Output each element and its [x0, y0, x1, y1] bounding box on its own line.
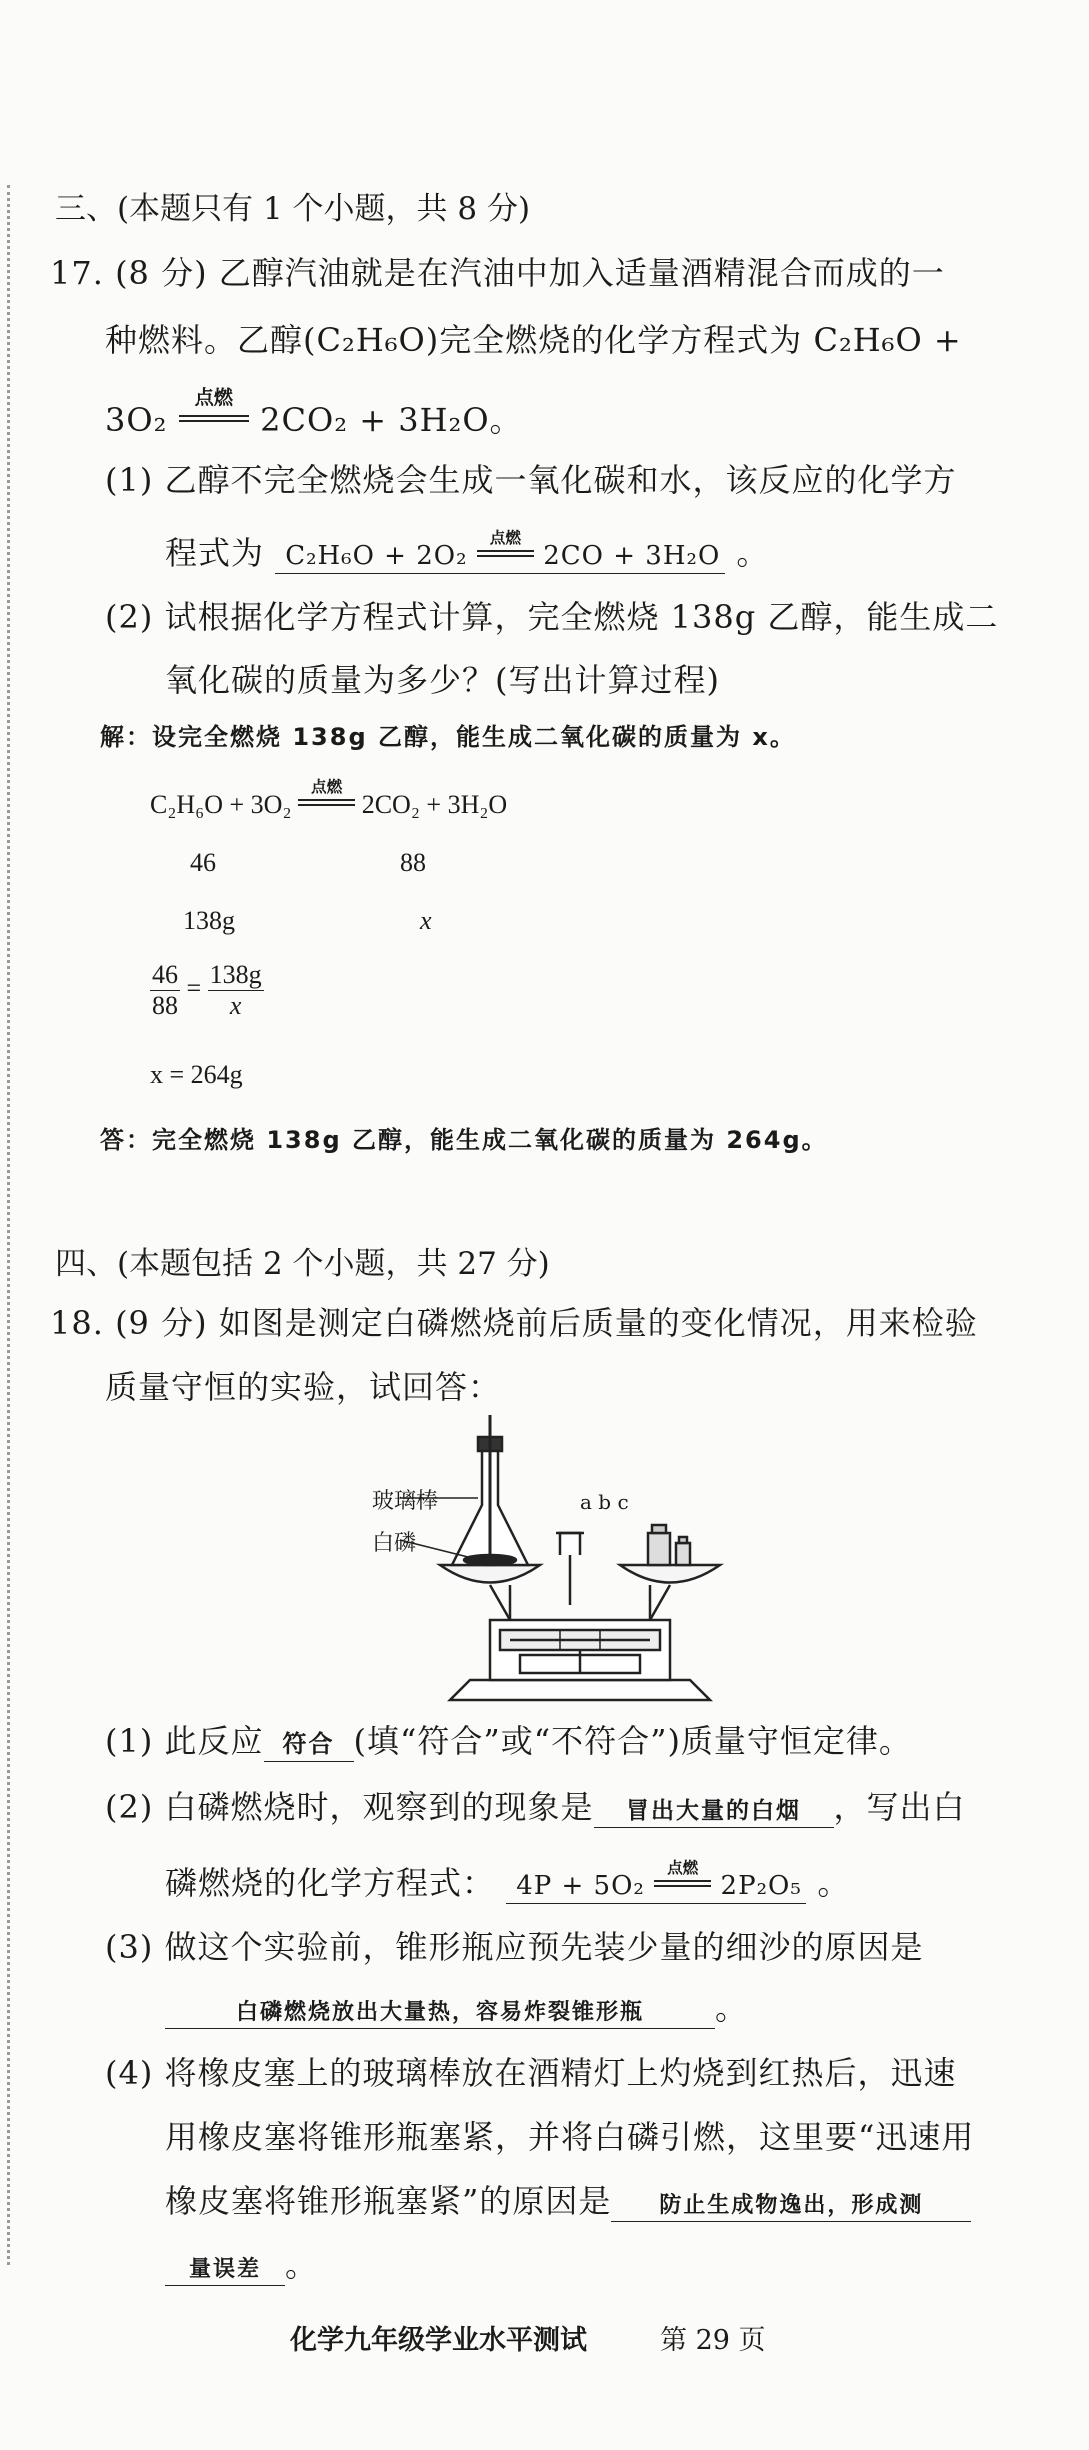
solution-jie: 解：设完全燃烧 138g 乙醇，能生成二氧化碳的质量为 x。: [100, 723, 796, 751]
q18-p2-line1: (2) 白磷燃烧时，观察到的现象是 冒出大量的白烟 ，写出白: [105, 1788, 966, 1826]
q18-p3-answer: 白磷燃烧放出大量热，容易炸裂锥形瓶: [165, 1995, 715, 2029]
q18-p1: (1) 此反应 符合 (填“符合”或“不符合”)质量守恒定律。: [105, 1722, 912, 1760]
footer-title: 化学九年级学业水平测试: [290, 2325, 587, 2356]
q18-p3-line2: 白磷燃烧放出大量热，容易炸裂锥形瓶 。: [165, 1983, 748, 2029]
q18-line1: 18. (9 分) 如图是测定白磷燃烧前后质量的变化情况，用来检验: [50, 1304, 978, 1342]
given-mass: 138g: [183, 906, 235, 935]
q17-equation: 3O₂ 点燃 2CO₂ + 3H₂O。: [105, 385, 523, 439]
q17-p1-answer: C₂H₆O + 2O₂ 点燃 2CO + 3H₂O: [275, 541, 725, 574]
q17-p2-line1: (2) 试根据化学方程式计算，完全燃烧 138g 乙醇，能生成二: [105, 598, 999, 636]
q17-p2-line2: 氧化碳的质量为多少？(写出计算过程): [165, 661, 720, 699]
q18-p4-answer-part1: 防止生成物逸出，形成测: [611, 2188, 971, 2222]
ethanol-formula: C₂H₆O: [316, 321, 426, 359]
q17-line2: 种燃料。乙醇(C₂H₆O)完全燃烧的化学方程式为 C₂H₆O +: [105, 321, 962, 359]
binding-margin-dots: [7, 185, 10, 2265]
label-abc: a b c: [580, 1490, 629, 1514]
q18-p3-line1: (3) 做这个实验前，锥形瓶应预先装少量的细沙的原因是: [105, 1928, 924, 1966]
footer-page-number: 第 29 页: [660, 2325, 766, 2356]
q18-p2-equation: 4P + 5O₂ 点燃 2P₂O₅: [506, 1871, 806, 1904]
q18-p4-line1: (4) 将橡皮塞上的玻璃棒放在酒精灯上灼烧到红热后，迅速: [105, 2054, 957, 2092]
solution-answer: 答：完全燃烧 138g 乙醇，能生成二氧化碳的质量为 264g。: [100, 1126, 828, 1154]
q18-p4-line2: 用橡皮塞将锥形瓶塞紧，并将白磷引燃，这里要“迅速用: [165, 2118, 975, 2156]
q18-line2: 质量守恒的实验，试回答：: [105, 1368, 502, 1406]
q18-p2-answer: 冒出大量的白烟: [594, 1792, 834, 1828]
molar-mass-ethanol: 46: [190, 848, 216, 877]
label-white-phosphorus: 白磷: [372, 1531, 417, 1556]
section4-heading: 四、(本题包括 2 个小题，共 27 分): [55, 1246, 550, 1282]
balance-apparatus-figure: [360, 1415, 760, 1705]
unknown-mass: x: [420, 906, 432, 935]
q17-line1: 17. (8 分) 乙醇汽油就是在汽油中加入适量酒精混合而成的一: [50, 254, 945, 292]
q18-p4-line3: 橡皮塞将锥形瓶塞紧”的原因是 防止生成物逸出，形成测: [165, 2176, 971, 2222]
reaction-arrow: 点燃: [179, 401, 249, 439]
solution-result: x = 264g: [150, 1060, 243, 1089]
solution-equation: C₂H₆O + 3O₂ 点燃 2CO₂ + 3H₂O: [150, 779, 508, 819]
q18-p4-answer-part2: 量误差: [165, 2252, 285, 2286]
molar-mass-co2: 88: [400, 848, 426, 877]
proportion: $\frac{46}{88}$ = $\frac{138g}{x}$: [152, 960, 262, 1020]
q18-p4-line4: 量误差 。: [165, 2240, 318, 2286]
q17-p1-line2: 程式为 C₂H₆O + 2O₂ 点燃 2CO + 3H₂O 。: [165, 528, 770, 572]
q17-p1-line1: (1) 乙醇不完全燃烧会生成一氧化碳和水，该反应的化学方: [105, 461, 957, 499]
q18-p1-answer: 符合: [264, 1724, 354, 1762]
q18-p2-line2: 磷燃烧的化学方程式： 4P + 5O₂ 点燃 2P₂O₅ 。: [165, 1858, 851, 1902]
section3-heading: 三、(本题只有 1 个小题，共 8 分): [55, 191, 531, 227]
label-glass-rod: 玻璃棒: [372, 1489, 439, 1514]
